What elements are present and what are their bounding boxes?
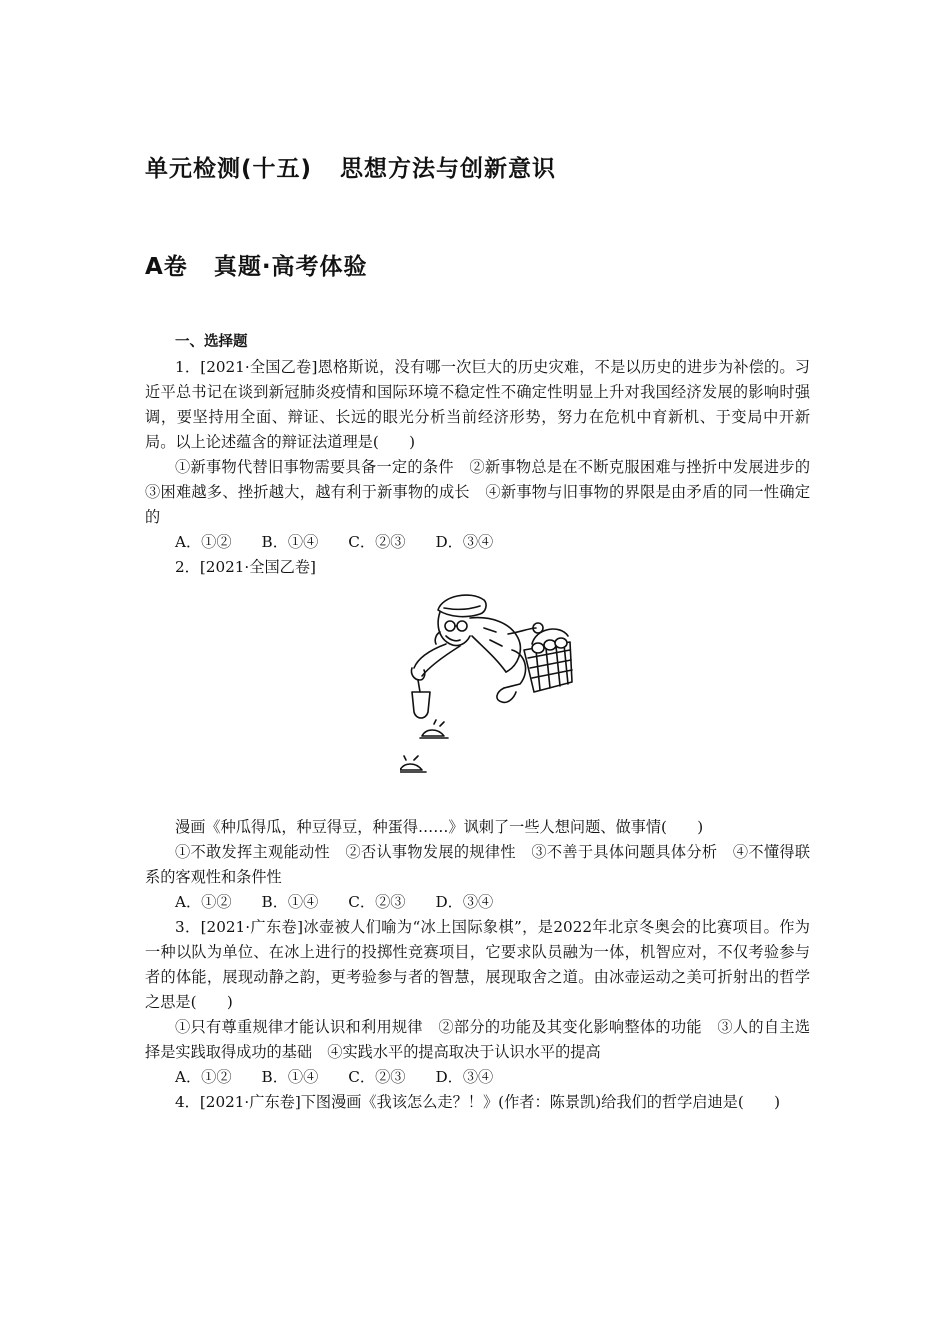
option-d[interactable]: D．③④ <box>435 1068 494 1086</box>
option-c[interactable]: C．②③ <box>348 893 406 911</box>
question-2-options <box>145 890 810 915</box>
option-a[interactable]: A．①② <box>175 893 232 911</box>
page-title-sub: 思想方法与创新意识 <box>340 156 557 182</box>
question-3-options <box>145 1065 810 1090</box>
question-list <box>145 330 826 1115</box>
option-a[interactable]: A．①② <box>175 533 232 551</box>
part-label: A卷 <box>145 254 188 280</box>
option-b[interactable]: B．①④ <box>261 533 319 551</box>
page-title <box>145 150 556 183</box>
question-1-statements: ①新事物代替旧事物需要具备一定的条件 ②新事物总是在不断克服困难与挫折中发展进步的 ③困难越多、挫折越大，越有利于新事物的成长 ④新事物与旧事物的界限是由矛盾的同一性确定的 <box>145 458 826 526</box>
question-3-statements: ①只有尊重规律才能认识和利用规律 ②部分的功能及其变化影响整体的功能 ③人的自主选择是实践取得成功的基础 ④实践水平的提高取决于认识水平的提高 <box>145 1018 810 1061</box>
cartoon-figure <box>145 580 810 815</box>
question-4-stem: 4．[2021·广东卷]下图漫画《我该怎么走？！》(作者：陈景凯)给我们的哲学启迪是( ) <box>175 1093 781 1111</box>
option-c[interactable]: C．②③ <box>348 1068 406 1086</box>
option-d[interactable]: D．③④ <box>435 893 494 911</box>
option-c[interactable]: C．②③ <box>348 533 406 551</box>
part-name: 真题·高考体验 <box>213 254 368 280</box>
question-2-caption: 漫画《种瓜得瓜，种豆得豆，种蛋得……》讽刺了一些人想问题、做事情( ) <box>175 818 704 836</box>
cartoon-planting-eggs-illustration <box>400 588 580 803</box>
question-1-stem: 1．[2021·全国乙卷]恩格斯说，没有哪一次巨大的历史灾难，不是以历史的进步为补偿的。习近平总书记在谈到新冠肺炎疫情和国际环境不稳定性不确定性明显上升对我国经济发展的影响时强调，要坚持用全面、辩证、长远的眼光分析当前经济形势，努力在危机中育新机、于变局中开新局。以上论述蕴含的辩证法道理是( ) <box>145 358 810 451</box>
option-d[interactable]: D．③④ <box>435 533 494 551</box>
option-a[interactable]: A．①② <box>175 1068 232 1086</box>
section-heading: 一、选择题 <box>175 334 248 350</box>
option-b[interactable]: B．①④ <box>261 1068 319 1086</box>
question-1-options <box>145 530 810 555</box>
part-heading <box>145 248 368 281</box>
question-3-stem: 3．[2021·广东卷]冰壶被人们喻为“冰上国际象棋”，是2022年北京冬奥会的比赛项目。作为一种以队为单位、在冰上进行的投掷性竞赛项目，它要求队员融为一体，机智应对，不仅考验参与者的体能，展现动静之韵，更考验参与者的智慧，展现取舍之道。由冰壶运动之美可折射出的哲学之思是( ) <box>145 918 810 1011</box>
page-title-main: 单元检测(十五) <box>145 156 313 182</box>
question-2-statements: ①不敢发挥主观能动性 ②否认事物发展的规律性 ③不善于具体问题具体分析 ④不懂得联系的客观性和条件性 <box>145 843 810 886</box>
option-b[interactable]: B．①④ <box>261 893 319 911</box>
question-2-stem: 2．[2021·全国乙卷] <box>175 558 316 576</box>
